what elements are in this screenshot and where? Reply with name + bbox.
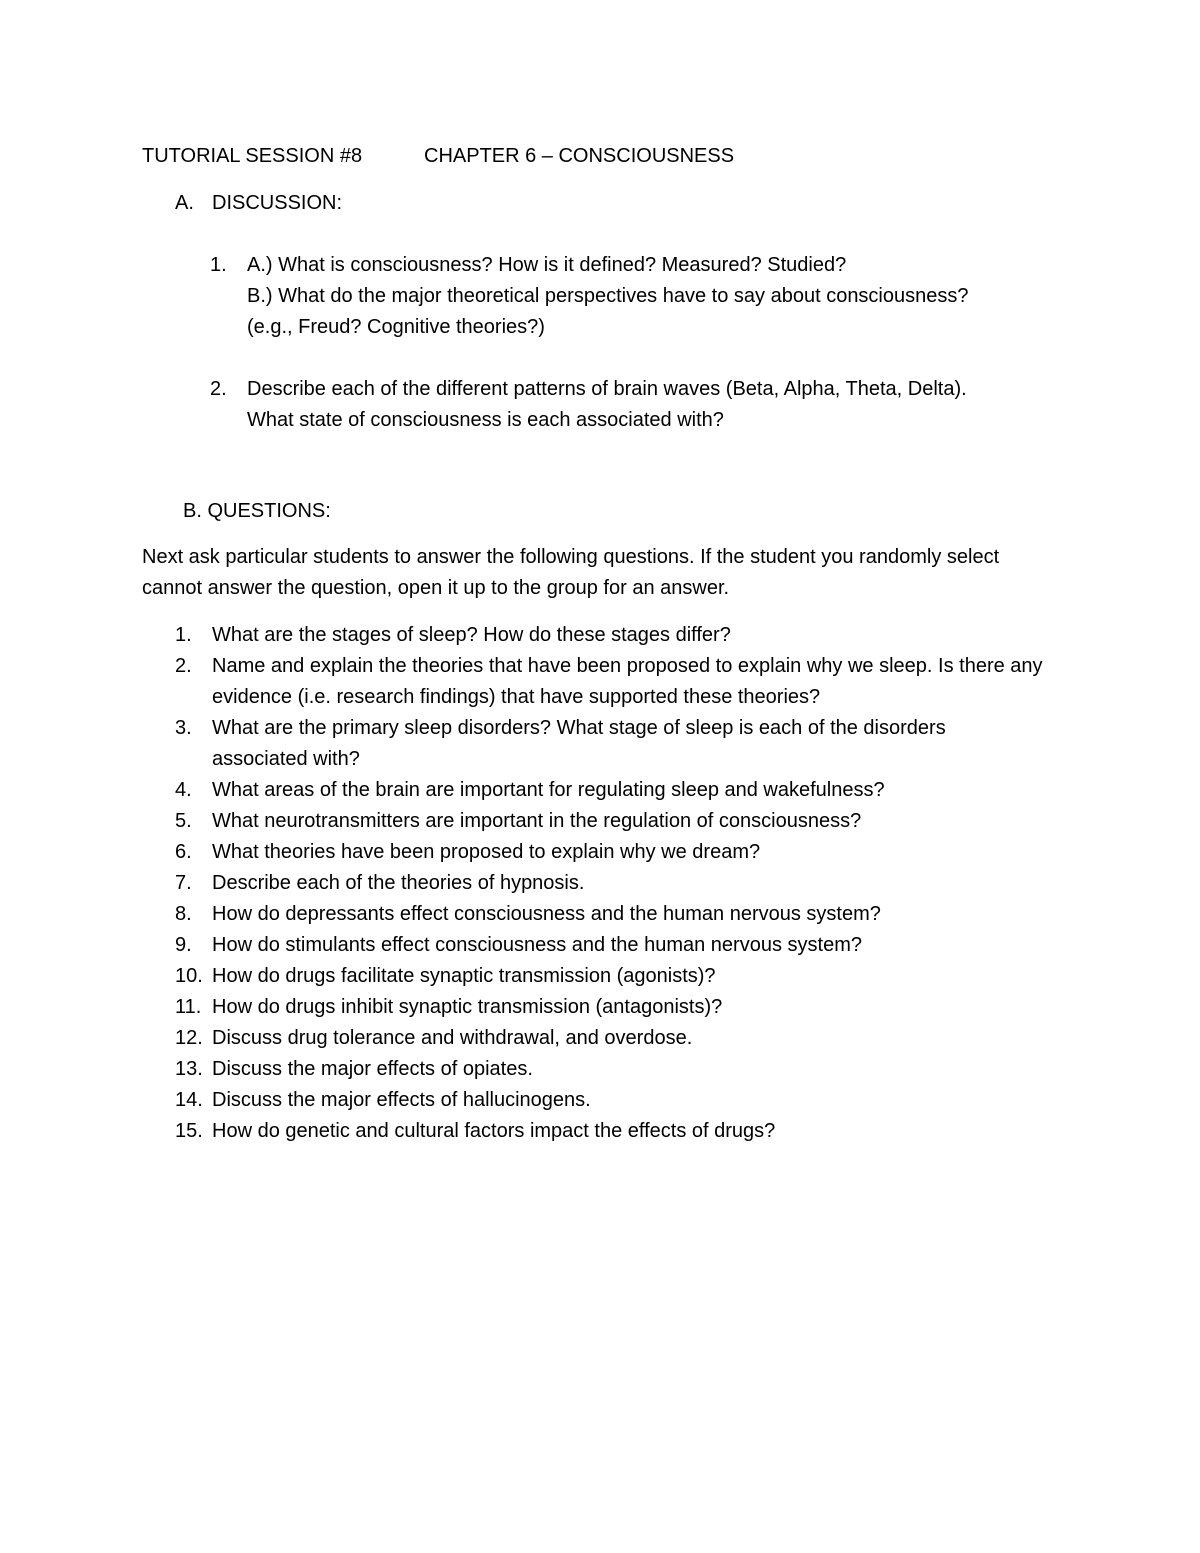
chapter-title: CHAPTER 6 – CONSCIOUSNESS: [424, 145, 735, 167]
question-item: [175, 1054, 1045, 1085]
question-number: 3.: [175, 717, 192, 739]
question-number: 5.: [175, 810, 192, 832]
question-item: [175, 1023, 1045, 1054]
question-number: 9.: [175, 934, 192, 956]
question-number: 8.: [175, 903, 192, 925]
question-item: [175, 837, 1045, 868]
document-header: [142, 141, 735, 172]
question-item: [175, 713, 1045, 775]
questions-list: [175, 620, 1045, 1147]
discussion-item-number: 2.: [210, 378, 227, 400]
question-text: What are the primary sleep disorders? What stage of sleep is each of the disorders associated with?: [212, 717, 946, 770]
question-text: How do stimulants effect consciousness and the human nervous system?: [212, 934, 862, 956]
section-b-intro: Next ask particular students to answer the following questions. If the student you randomly select cannot answer the question, open it up to the group for an answer.: [142, 546, 1000, 599]
question-text: What areas of the brain are important for regulating sleep and wakefulness?: [212, 779, 885, 801]
discussion-line: Describe each of the different patterns of brain waves (Beta, Alpha, Theta, Delta).: [247, 378, 967, 400]
question-item: [175, 1085, 1045, 1116]
question-number: 11.: [175, 996, 202, 1018]
question-text: Discuss drug tolerance and withdrawal, and overdose.: [212, 1027, 693, 1049]
question-item: [175, 930, 1045, 961]
question-number: 1.: [175, 624, 192, 646]
question-text: How do drugs facilitate synaptic transmission (agonists)?: [212, 965, 716, 987]
section-a-title: DISCUSSION:: [212, 192, 343, 214]
discussion-line: What state of consciousness is each associated with?: [247, 409, 724, 431]
question-number: 13.: [175, 1058, 203, 1080]
question-number: 14.: [175, 1089, 203, 1111]
discussion-item: [210, 250, 1110, 343]
question-text: How do genetic and cultural factors impact the effects of drugs?: [212, 1120, 776, 1142]
question-text: How do drugs inhibit synaptic transmission (antagonists)?: [212, 996, 723, 1018]
question-item: [175, 651, 1045, 713]
question-text: What neurotransmitters are important in the regulation of consciousness?: [212, 810, 862, 832]
question-text: Name and explain the theories that have been proposed to explain why we sleep. Is there any evidence (i.e. research findings) that have supported these theories?: [212, 655, 1043, 708]
discussion-line: B.) What do the major theoretical perspectives have to say about consciousness?: [247, 285, 969, 307]
question-number: 10.: [175, 965, 203, 987]
question-item: [175, 868, 1045, 899]
section-a-marker: A.: [175, 192, 194, 214]
session-title: TUTORIAL SESSION #8: [142, 145, 363, 167]
section-a-heading: [175, 188, 342, 219]
question-item: [175, 899, 1045, 930]
question-text: Discuss the major effects of hallucinogens.: [212, 1089, 591, 1111]
discussion-list: [210, 250, 1110, 467]
question-number: 6.: [175, 841, 192, 863]
question-item: [175, 961, 1045, 992]
question-number: 7.: [175, 872, 192, 894]
question-text: What are the stages of sleep? How do these stages differ?: [212, 624, 731, 646]
question-item: [175, 806, 1045, 837]
question-number: 12.: [175, 1027, 203, 1049]
question-item: [175, 1116, 1045, 1147]
discussion-item: [210, 374, 1110, 436]
question-text: Describe each of the theories of hypnosis.: [212, 872, 585, 894]
question-number: 15.: [175, 1120, 203, 1142]
question-number: 4.: [175, 779, 192, 801]
question-text: Discuss the major effects of opiates.: [212, 1058, 533, 1080]
discussion-item-number: 1.: [210, 254, 227, 276]
question-item: [175, 620, 1045, 651]
discussion-line: A.) What is consciousness? How is it defined? Measured? Studied?: [247, 254, 847, 276]
question-item: [175, 775, 1045, 806]
question-number: 2.: [175, 655, 192, 677]
question-item: [175, 992, 1045, 1023]
discussion-line: (e.g., Freud? Cognitive theories?): [247, 316, 545, 338]
question-text: What theories have been proposed to explain why we dream?: [212, 841, 761, 863]
section-b-heading: B. QUESTIONS:: [183, 500, 331, 522]
question-text: How do depressants effect consciousness and the human nervous system?: [212, 903, 881, 925]
